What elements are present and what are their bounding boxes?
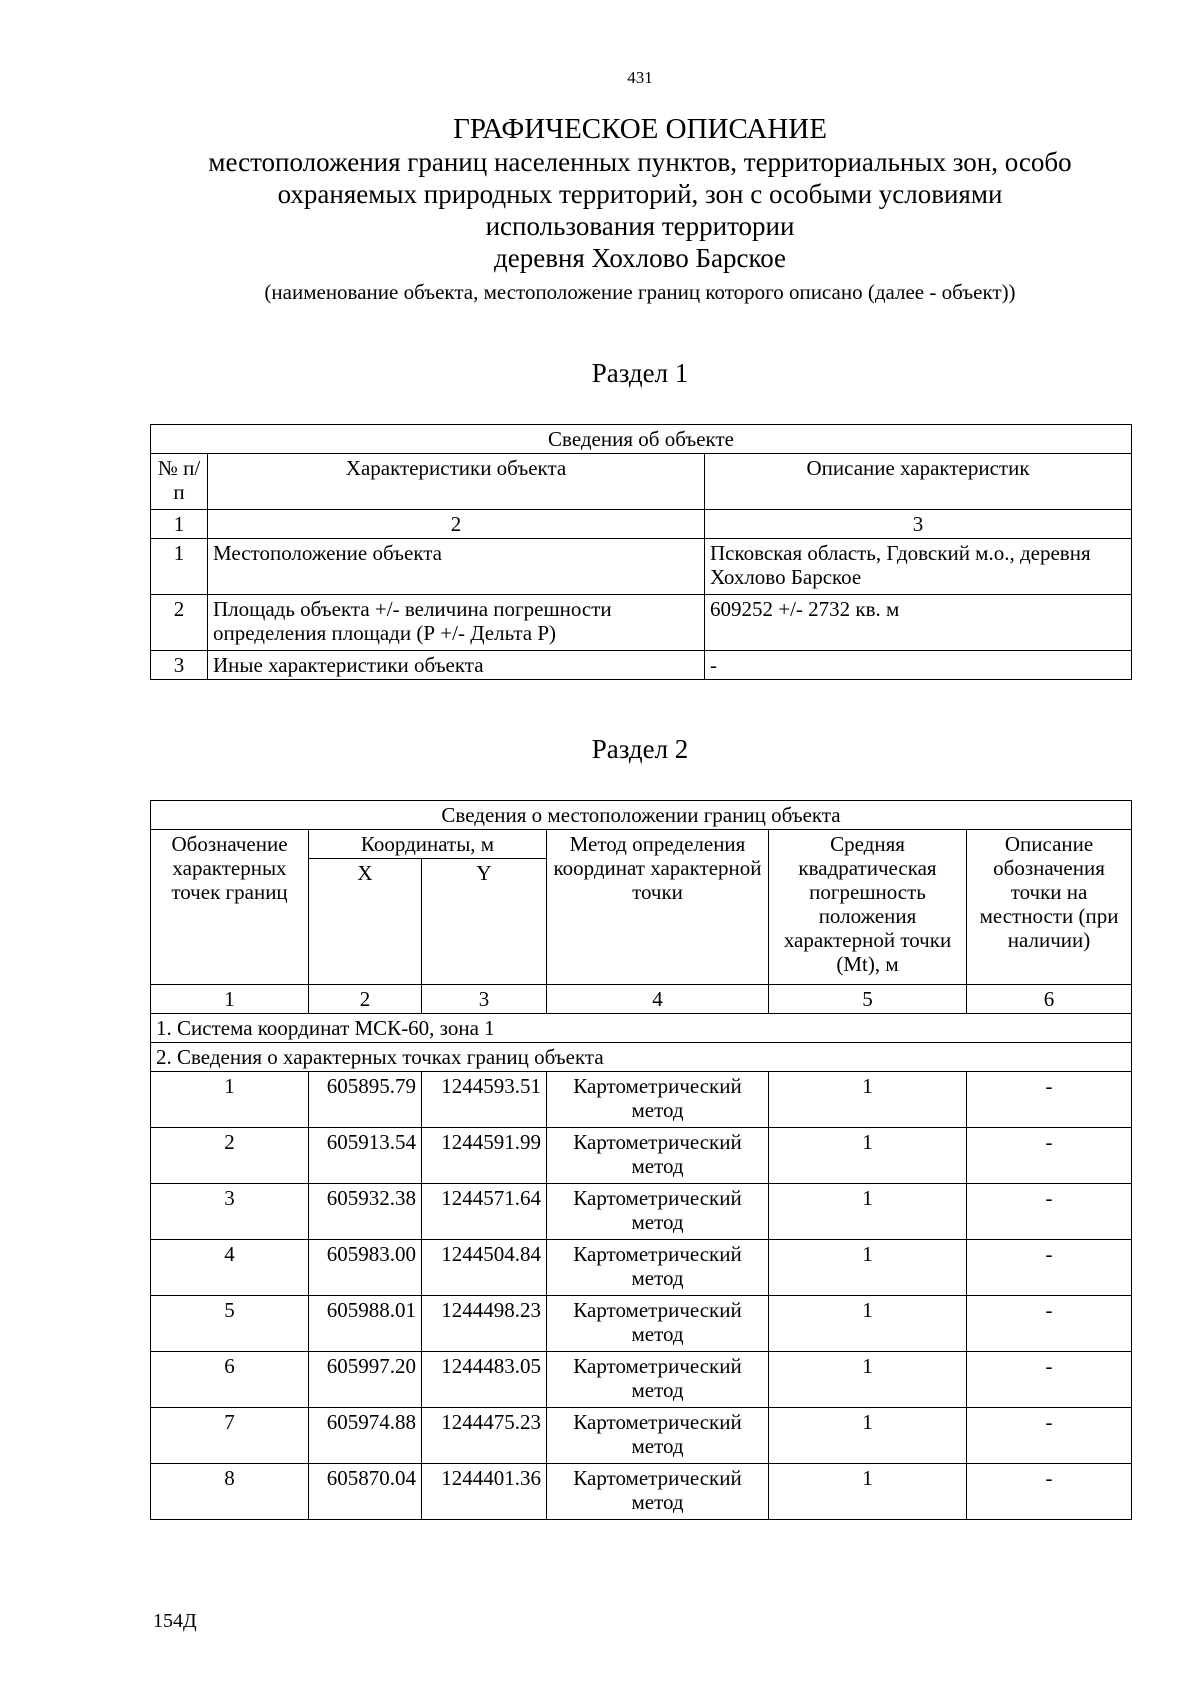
point-method: Картометрический метод bbox=[547, 1464, 769, 1520]
point-mt: 1 bbox=[769, 1072, 967, 1128]
point-number: 8 bbox=[151, 1464, 309, 1520]
point-y: 1244504.84 bbox=[422, 1240, 547, 1296]
point-x: 605988.01 bbox=[309, 1296, 422, 1352]
title-main: ГРАФИЧЕСКОЕ ОПИСАНИЕ bbox=[453, 113, 827, 145]
point-method: Картометрический метод bbox=[547, 1240, 769, 1296]
row-value: 609252 +/- 2732 кв. м bbox=[705, 595, 1132, 651]
table-row bbox=[151, 651, 1132, 680]
point-mt: 1 bbox=[769, 1184, 967, 1240]
point-number: 4 bbox=[151, 1240, 309, 1296]
point-y: 1244591.99 bbox=[422, 1128, 547, 1184]
point-number: 2 bbox=[151, 1128, 309, 1184]
table-row bbox=[151, 1296, 1132, 1352]
point-number: 7 bbox=[151, 1408, 309, 1464]
point-method: Картометрический метод bbox=[547, 1184, 769, 1240]
title-line-1: местоположения границ населенных пунктов, территориальных зон, особо bbox=[208, 147, 1072, 177]
table-row bbox=[151, 1072, 1132, 1128]
col-number: 3 bbox=[422, 985, 547, 1014]
col-number: 1 bbox=[151, 510, 208, 539]
point-method: Картометрический метод bbox=[547, 1296, 769, 1352]
col-number: 1 bbox=[151, 985, 309, 1014]
col-number: 6 bbox=[967, 985, 1132, 1014]
header-description: Описание обозначения точки на местности (при наличии) bbox=[967, 830, 1132, 985]
row-num: 3 bbox=[151, 651, 208, 680]
row-num: 1 bbox=[151, 539, 208, 595]
header-method: Метод определения координат характерной точки bbox=[547, 830, 769, 985]
point-x: 605983.00 bbox=[309, 1240, 422, 1296]
table-row bbox=[151, 595, 1132, 651]
point-y: 1244483.05 bbox=[422, 1352, 547, 1408]
point-x: 605974.88 bbox=[309, 1408, 422, 1464]
row-name: Иные характеристики объекта bbox=[208, 651, 705, 680]
point-mt: 1 bbox=[769, 1352, 967, 1408]
point-number: 6 bbox=[151, 1352, 309, 1408]
table-title: Сведения о местоположении границ объекта bbox=[151, 801, 1132, 830]
header-x: X bbox=[309, 859, 422, 985]
point-x: 605870.04 bbox=[309, 1464, 422, 1520]
col-number: 4 bbox=[547, 985, 769, 1014]
point-mt: 1 bbox=[769, 1128, 967, 1184]
point-y: 1244498.23 bbox=[422, 1296, 547, 1352]
point-number: 1 bbox=[151, 1072, 309, 1128]
point-method: Картометрический метод bbox=[547, 1128, 769, 1184]
boundary-points-table bbox=[150, 800, 1132, 1520]
title-note: (наименование объекта, местоположение границ которого описано (далее - объект)) bbox=[264, 280, 1016, 304]
point-y: 1244475.23 bbox=[422, 1408, 547, 1464]
header-characteristics: Характеристики объекта bbox=[208, 454, 705, 510]
table-row bbox=[151, 1408, 1132, 1464]
point-mt: 1 bbox=[769, 1464, 967, 1520]
row-value: - bbox=[705, 651, 1132, 680]
point-y: 1244401.36 bbox=[422, 1464, 547, 1520]
table-row bbox=[151, 539, 1132, 595]
points-heading-row: 2. Сведения о характерных точках границ объекта bbox=[151, 1043, 1132, 1072]
point-y: 1244571.64 bbox=[422, 1184, 547, 1240]
point-mt: 1 bbox=[769, 1408, 967, 1464]
point-desc: - bbox=[967, 1072, 1132, 1128]
point-desc: - bbox=[967, 1296, 1132, 1352]
row-value: Псковская область, Гдовский м.о., деревня Хохлово Барское bbox=[705, 539, 1132, 595]
col-number: 3 bbox=[705, 510, 1132, 539]
col-number: 5 bbox=[769, 985, 967, 1014]
point-x: 605997.20 bbox=[309, 1352, 422, 1408]
point-x: 605913.54 bbox=[309, 1128, 422, 1184]
table-row bbox=[151, 1184, 1132, 1240]
point-x: 605895.79 bbox=[309, 1072, 422, 1128]
object-info-table bbox=[150, 424, 1132, 680]
footer-code: 154Д bbox=[153, 1610, 197, 1632]
table-row bbox=[151, 1240, 1132, 1296]
title-line-2: охраняемых природных территорий, зон с особыми условиями bbox=[277, 179, 1003, 209]
header-description: Описание характеристик bbox=[705, 454, 1132, 510]
point-method: Картометрический метод bbox=[547, 1072, 769, 1128]
header-point: Обозначение характерных точек границ bbox=[151, 830, 309, 985]
coordinate-system-row: 1. Система координат МСК-60, зона 1 bbox=[151, 1014, 1132, 1043]
point-desc: - bbox=[967, 1464, 1132, 1520]
col-number: 2 bbox=[309, 985, 422, 1014]
object-name: деревня Хохлово Барское bbox=[493, 243, 787, 273]
header-error: Средняя квадратическая погрешность положения характерной точки (Mt), м bbox=[769, 830, 967, 985]
point-method: Картометрический метод bbox=[547, 1408, 769, 1464]
point-x: 605932.38 bbox=[309, 1184, 422, 1240]
document-title bbox=[120, 112, 1160, 306]
title-line-3: использования территории bbox=[485, 211, 795, 241]
section-2-heading: Раздел 2 bbox=[591, 734, 689, 764]
header-num: № п/п bbox=[151, 454, 208, 510]
point-method: Картометрический метод bbox=[547, 1352, 769, 1408]
point-mt: 1 bbox=[769, 1296, 967, 1352]
table-row bbox=[151, 1352, 1132, 1408]
point-mt: 1 bbox=[769, 1240, 967, 1296]
point-desc: - bbox=[967, 1184, 1132, 1240]
table-row bbox=[151, 1464, 1132, 1520]
point-desc: - bbox=[967, 1128, 1132, 1184]
point-y: 1244593.51 bbox=[422, 1072, 547, 1128]
header-y: Y bbox=[422, 859, 547, 985]
col-number: 2 bbox=[208, 510, 705, 539]
row-num: 2 bbox=[151, 595, 208, 651]
table-row bbox=[151, 1128, 1132, 1184]
row-name: Местоположение объекта bbox=[208, 539, 705, 595]
point-desc: - bbox=[967, 1408, 1132, 1464]
point-number: 3 bbox=[151, 1184, 309, 1240]
point-desc: - bbox=[967, 1240, 1132, 1296]
table-title: Сведения об объекте bbox=[151, 425, 1132, 454]
header-coords: Координаты, м bbox=[309, 830, 547, 859]
section-1-heading: Раздел 1 bbox=[591, 358, 689, 388]
point-desc: - bbox=[967, 1352, 1132, 1408]
page-number: 431 bbox=[627, 68, 653, 87]
point-number: 5 bbox=[151, 1296, 309, 1352]
row-name: Площадь объекта +/- величина погрешности определения площади (Р +/- Дельта Р) bbox=[208, 595, 705, 651]
